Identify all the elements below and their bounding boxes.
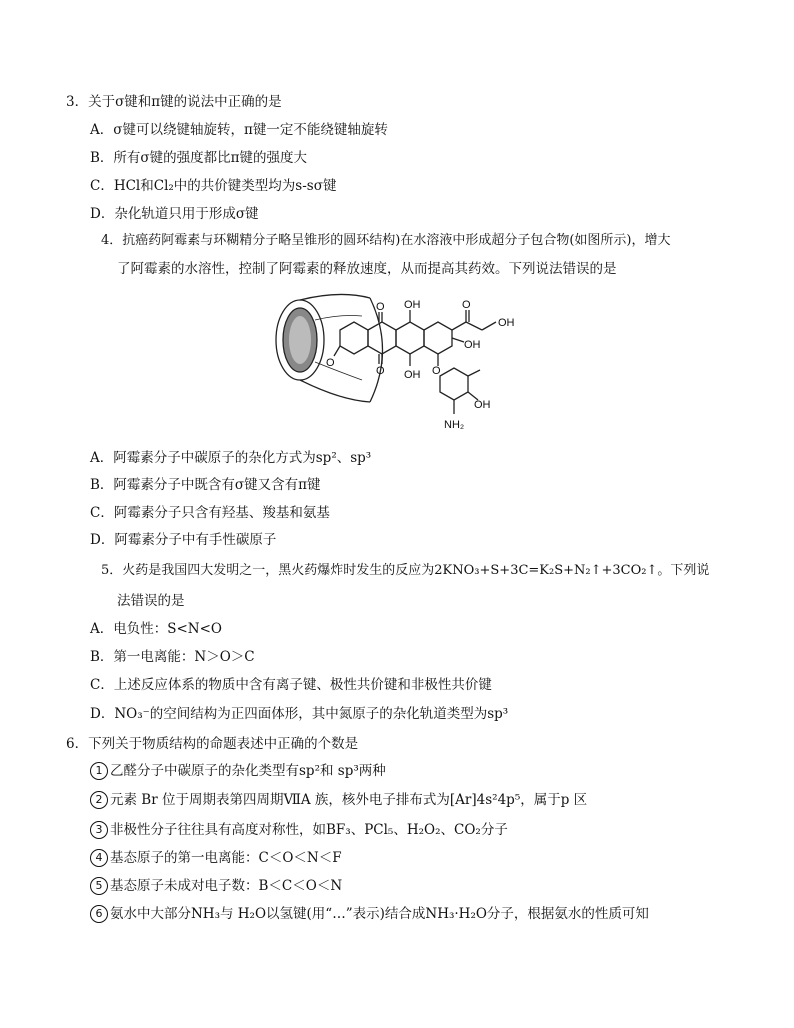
q6-stem: 6．下列关于物质结构的命题表述中正确的个数是	[66, 736, 359, 752]
q3-stem: 3．关于σ键和π键的说法中正确的是	[66, 94, 282, 110]
q5-stem-line1: 5．火药是我国四大发明之一，黑火药爆炸时发生的反应为2KNO₃+S+3C=K₂S+N₂↑+3CO₂↑。下列说	[101, 563, 710, 578]
q4-stem-line1: 4．抗癌药阿霉素与环糊精分子略呈锥形的圆环结构)在水溶液中形成超分子包合物(如图所示)，增大	[101, 233, 671, 248]
item-text: 基态原子未成对电子数：B＜C＜O＜N	[110, 878, 343, 894]
item-number: 2	[90, 791, 108, 809]
q6-item-4	[90, 848, 342, 868]
q6-item-2	[90, 790, 587, 810]
label-oh-bottom: OH	[404, 369, 421, 381]
doxorubicin-cyclodextrin-figure	[270, 290, 530, 440]
q4-option-d: D．阿霉素分子中有手性碳原子	[90, 532, 277, 548]
q3-option-b: B．所有σ键的强度都比π键的强度大	[90, 150, 308, 166]
sugar-ring	[440, 368, 468, 400]
label-o-methoxy: O	[326, 357, 335, 369]
item-number: 5	[90, 877, 108, 895]
label-oh-ring: OH	[464, 339, 481, 351]
q5-stem-line2: 法错误的是	[117, 593, 185, 609]
cone-top-edge	[300, 294, 370, 300]
q5-option-a: A．电负性：S<N<O	[90, 621, 223, 637]
q3-option-a: A．σ键可以绕键轴旋转，π键一定不能绕键轴旋转	[90, 122, 388, 138]
q5-option-b: B．第一电离能：N＞O＞C	[90, 649, 255, 665]
label-nh2: NH₂	[444, 419, 465, 431]
q4-stem-line2: 了阿霉素的水溶性，控制了阿霉素的释放速度，从而提高其药效。下列说法错误的是	[117, 261, 617, 277]
q3-option-d: D．杂化轨道只用于形成σ键	[90, 206, 259, 222]
ring-c	[396, 322, 424, 354]
item-number: 3	[90, 821, 108, 839]
item-number: 4	[90, 849, 108, 867]
ring-a	[340, 322, 368, 354]
q4-option-a: A．阿霉素分子中碳原子的杂化方式为sp²、sp³	[90, 450, 372, 466]
label-oh-top: OH	[404, 299, 421, 311]
item-text: 基态原子的第一电离能：C＜O＜N＜F	[110, 850, 342, 866]
q6-item-6	[90, 904, 649, 924]
q5-option-c: C．上述反应体系的物质中含有离子键、极性共价键和非极性共价键	[90, 677, 492, 693]
q4-option-c: C．阿霉素分子只含有羟基、羧基和氨基	[90, 505, 330, 521]
label-o-quinone-bottom: O	[376, 365, 385, 377]
item-text: 元素 Br 位于周期表第四周期ⅦA 族，核外电子排布式为[Ar]4s²4p⁵，属于p 区	[110, 792, 588, 808]
q4-option-b: B．阿霉素分子中既含有σ键又含有π键	[90, 477, 321, 493]
item-text: 乙醛分子中碳原子的杂化类型有sp²和 sp³两种	[110, 763, 386, 779]
item-text: 非极性分子往往具有高度对称性，如BF₃、PCl₅、H₂O₂、CO₂分子	[110, 822, 508, 838]
q6-item-3	[90, 820, 508, 840]
item-number: 6	[90, 905, 108, 923]
q6-item-5	[90, 876, 342, 896]
label-oh-chain: OH	[498, 317, 515, 329]
item-text: 氨水中大部分NH₃与 H₂O以氢键(用“…”表示)结合成NH₃·H₂O分子，根据氨水的性质可知	[110, 906, 649, 922]
cone-bottom-edge	[300, 380, 370, 402]
item-number: 1	[90, 762, 108, 780]
q6-item-1	[90, 761, 386, 781]
label-o-quinone-top: O	[376, 301, 385, 313]
label-oh-sugar: OH	[474, 399, 491, 411]
label-o-glycoside: O	[432, 365, 441, 377]
ring-d	[424, 322, 452, 354]
q3-option-c: C．HCl和Cl₂中的共价键类型均为s-sσ键	[90, 178, 337, 194]
q5-option-d: D．NO₃⁻的空间结构为正四面体形，其中氮原子的杂化轨道类型为sp³	[90, 706, 509, 722]
label-o-ketone: O	[462, 299, 471, 311]
